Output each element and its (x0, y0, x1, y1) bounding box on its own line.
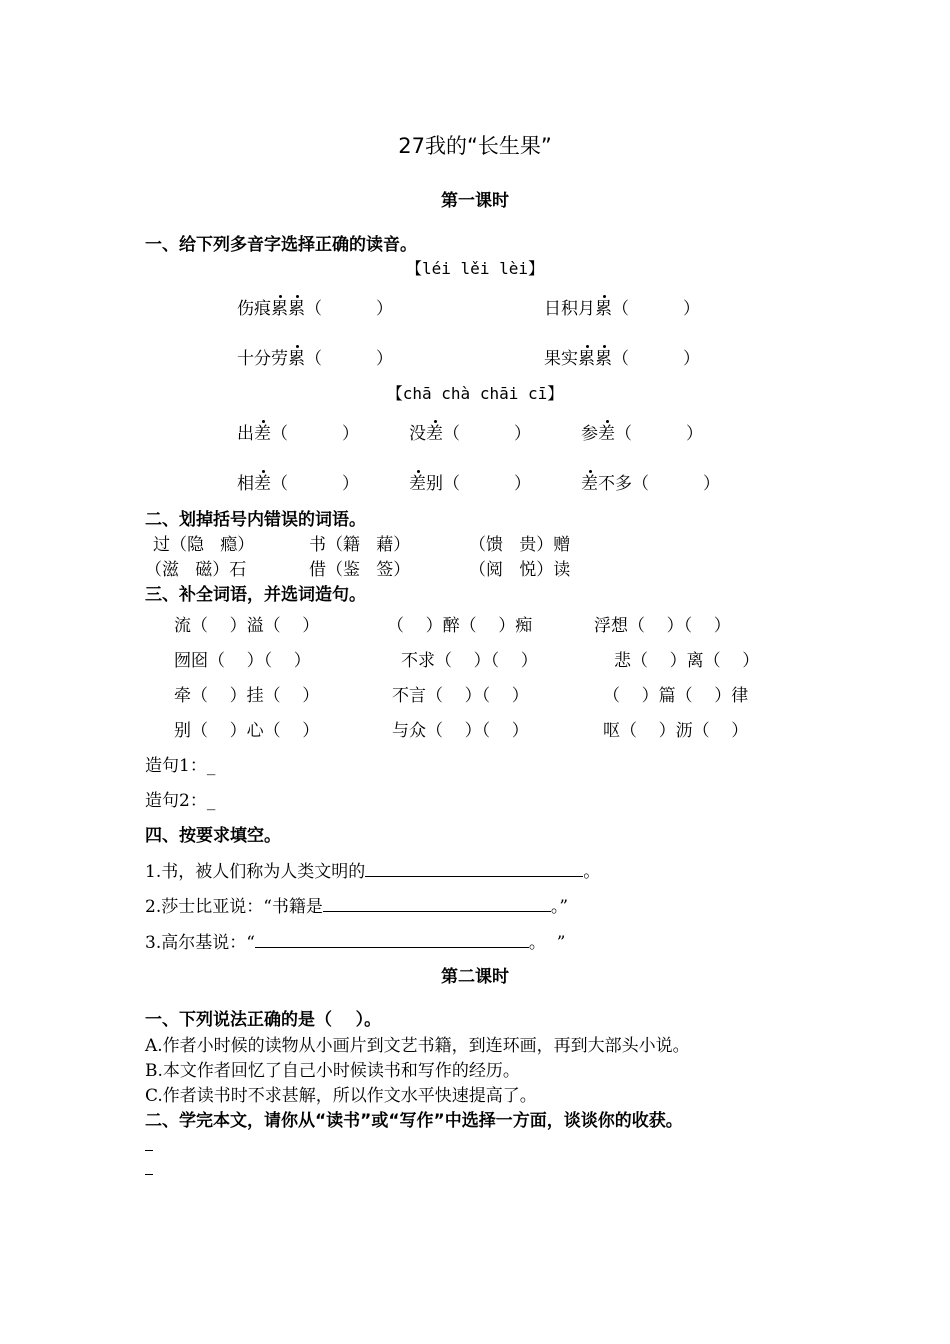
dotted-char (271, 299, 305, 319)
answer-blank[interactable]: （ ） (632, 474, 721, 494)
item-prefix: 参 (581, 424, 598, 444)
answer-blank[interactable]: （ ） (271, 424, 360, 444)
lesson-1-heading: 第一课时 (441, 191, 509, 211)
fill-item-3 (145, 928, 565, 953)
l2-q2-heading: 二、学完本文，请你从“读书”或“写作”中选择一方面，谈谈你的收获。 (145, 1111, 683, 1131)
idiom-fill-item[interactable]: 与众（ ）（ ） (392, 721, 529, 741)
fill-item-1-end: 。 (583, 862, 601, 882)
answer-blank[interactable]: （ ） (305, 299, 394, 319)
dotted-char (578, 349, 612, 369)
fill-item-3-text: 3.高尔基说：“ (145, 933, 255, 953)
answer-blank[interactable]: （ ） (305, 349, 394, 369)
idiom-fill-item[interactable]: （ ）醉（ ）痴 (387, 616, 533, 636)
idiom-fill-item[interactable]: （ ）篇（ ）律 (603, 686, 749, 706)
q4-heading: 四、按要求填空。 (145, 826, 281, 846)
idiom-fill-item[interactable]: 别（ ）心（ ） (174, 721, 320, 741)
q3-heading: 三、补全词语，并选词造句。 (145, 585, 366, 605)
dotted-char: 累 (271, 299, 288, 319)
item-prefix: 伤痕 (237, 299, 271, 319)
sentence-1-field[interactable]: 造句1：_ (145, 756, 216, 776)
choice-option-c[interactable]: C.作者读书时不求甚解，所以作文水平快速提高了。 (145, 1086, 537, 1106)
polyphone-item (237, 344, 393, 369)
fill-item-2-blank[interactable] (323, 894, 551, 912)
dotted-char: 差 (254, 474, 271, 494)
answer-blank[interactable]: （ ） (612, 299, 701, 319)
pinyin-options-lei: 【léi lěi lèi】 (406, 259, 544, 278)
answer-blank[interactable]: （ ） (443, 424, 532, 444)
dotted-char: 累 (595, 349, 612, 369)
word-choice-item[interactable]: （滋 磁）石 (145, 560, 247, 580)
item-suffix: 不多 (598, 474, 632, 494)
fill-item-1-text: 1.书，被人们称为人类文明的 (145, 862, 366, 882)
answer-line-1[interactable] (145, 1150, 153, 1151)
answer-blank[interactable]: （ ） (443, 474, 532, 494)
choice-option-a[interactable]: A.作者小时候的读物从小画片到文艺书籍，到连环画，再到大部头小说。 (145, 1036, 690, 1056)
answer-blank[interactable]: （ ） (612, 349, 701, 369)
dotted-char: 差 (254, 424, 271, 444)
dotted-char: 差 (426, 424, 443, 444)
polyphone-item (409, 419, 531, 444)
idiom-fill-item[interactable]: 不求（ ）（ ） (401, 651, 538, 671)
lesson-2-heading: 第二课时 (441, 967, 509, 987)
item-prefix: 日积月 (544, 299, 595, 319)
word-choice-item[interactable]: 过（隐 瘾） (153, 535, 255, 555)
word-choice-item[interactable]: 书（籍 藉） (309, 535, 411, 555)
sentence-2-field[interactable]: 造句2：_ (145, 791, 216, 811)
dotted-char: 差 (598, 424, 615, 444)
item-prefix: 没 (409, 424, 426, 444)
answer-blank[interactable]: （ ） (271, 474, 360, 494)
polyphone-item (581, 419, 703, 444)
idiom-fill-item[interactable]: 浮想（ ）（ ） (594, 616, 731, 636)
dotted-char: 差 (581, 474, 598, 494)
item-suffix: 别 (426, 474, 443, 494)
idiom-fill-item[interactable]: 流（ ）溢（ ） (174, 616, 320, 636)
q1-heading: 一、给下列多音字选择正确的读音。 (145, 235, 417, 255)
choice-option-b[interactable]: B.本文作者回忆了自己小时候读书和写作的经历。 (145, 1061, 520, 1081)
polyphone-item (409, 469, 531, 494)
answer-line-2[interactable] (145, 1174, 153, 1175)
polyphone-item (544, 344, 700, 369)
polyphone-item (581, 469, 720, 494)
item-prefix: 果实 (544, 349, 578, 369)
dotted-char: 差 (409, 474, 426, 494)
l2-q1-heading: 一、下列说法正确的是（ ）。 (145, 1010, 382, 1030)
dotted-char: 累 (578, 349, 595, 369)
item-prefix: 十分劳 (237, 349, 288, 369)
fill-item-1-blank[interactable] (365, 859, 583, 877)
idiom-fill-item[interactable]: 不言（ ）（ ） (392, 686, 529, 706)
page-title: 27我的“长生果” (398, 134, 552, 158)
polyphone-item (237, 469, 359, 494)
fill-item-3-blank[interactable] (255, 930, 529, 948)
idiom-fill-item[interactable]: 呕（ ）沥（ ） (603, 721, 749, 741)
polyphone-item (544, 294, 700, 319)
dotted-char: 累 (595, 299, 612, 319)
q2-heading: 二、划掉括号内错误的词语。 (145, 510, 366, 530)
fill-item-2-text: 2.莎士比亚说：“书籍是 (145, 897, 323, 917)
item-prefix: 出 (237, 424, 254, 444)
pinyin-options-cha: 【chā chà chāi cī】 (386, 384, 564, 403)
answer-blank[interactable]: （ ） (615, 424, 704, 444)
item-prefix: 相 (237, 474, 254, 494)
dotted-char: 累 (288, 299, 305, 319)
polyphone-item (237, 294, 393, 319)
word-choice-item[interactable]: 借（鉴 签） (309, 560, 411, 580)
fill-item-2 (145, 892, 568, 917)
polyphone-item (237, 419, 359, 444)
idiom-fill-item[interactable]: 囫囵（ ）（ ） (174, 651, 311, 671)
fill-item-1 (145, 857, 600, 882)
fill-item-3-end: 。 ” (528, 933, 566, 953)
idiom-fill-item[interactable]: 牵（ ）挂（ ） (174, 686, 320, 706)
fill-item-2-end: 。” (550, 897, 569, 917)
idiom-fill-item[interactable]: 悲（ ）离（ ） (614, 651, 760, 671)
word-choice-item[interactable]: （阅 悦）读 (469, 560, 571, 580)
dotted-char: 累 (288, 349, 305, 369)
word-choice-item[interactable]: （馈 贵）赠 (469, 535, 571, 555)
